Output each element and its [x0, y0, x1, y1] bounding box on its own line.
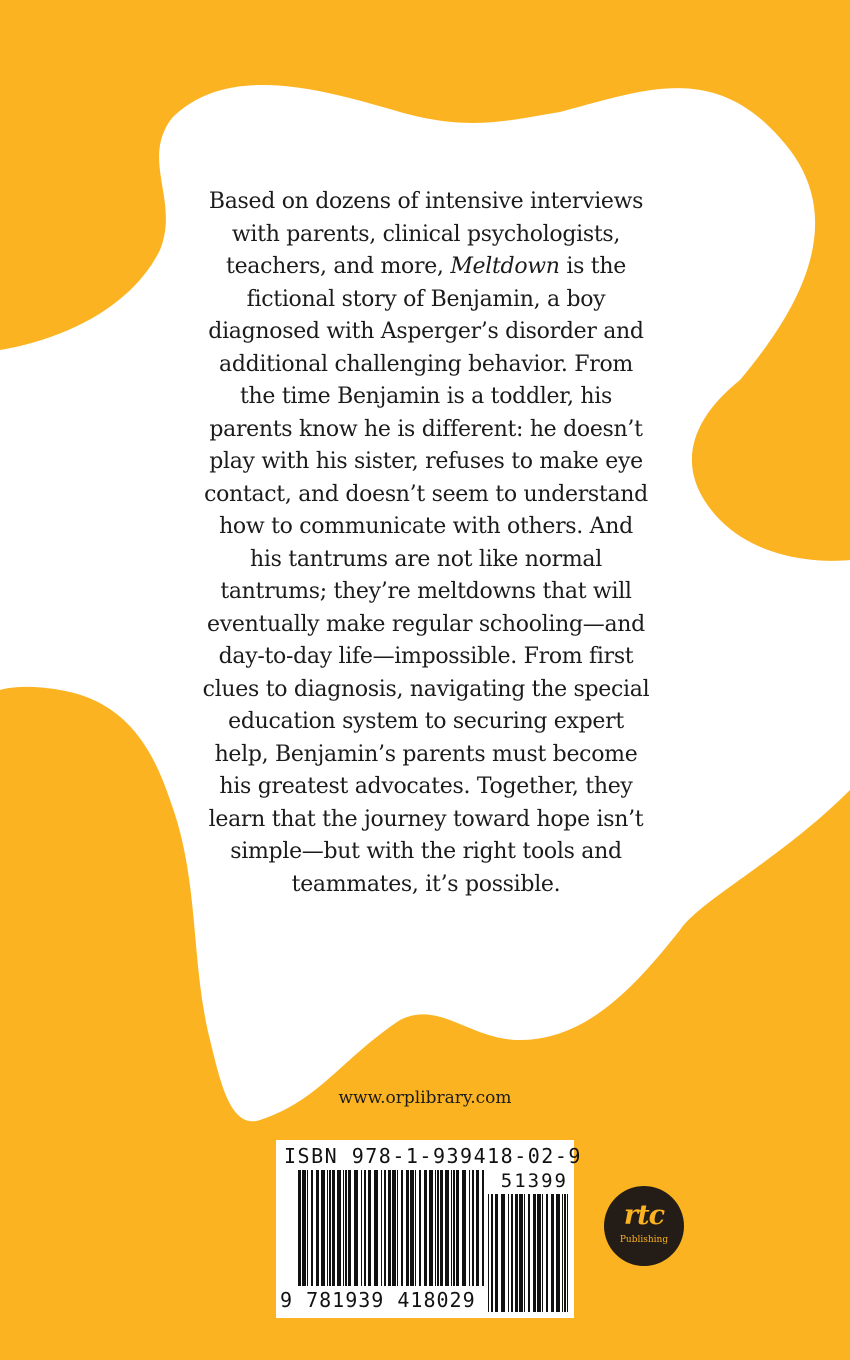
description-body: is the fictional story of Benjamin, a boy diagnosed with Asperger’s disorder and additional challenging behavior. From the time Benjamin is a toddler, his parents know he is different: he doesn’t play with his sister, refuses to make eye contact, and doesn’t seem to understand how to communicate with others. And his tantrums are not like normal tantrums; they’re meltdowns that will eventually make regular schooling—and day-to-day life—impossible. From first clues to diagnosis, navigating the special education system to securing expert help, Benjamin’s parents must become his greatest advocates. Together, they learn that the journey toward hope isn’t simple—but with the right tools and teammates, it’s possible. [202, 254, 650, 897]
ean-number: 9 781939 418029 [280, 1288, 476, 1312]
publisher-logo [604, 1186, 684, 1266]
isbn-text: ISBN 978-1-939418-02-9 [284, 1144, 582, 1168]
description-intro: Based on dozens of intensive interviews with parents, clinical psychologists, teachers, and more, [208, 189, 644, 279]
book-title: Meltdown [450, 254, 560, 279]
isbn-barcode [276, 1140, 582, 1318]
price-code: 51399 [500, 1170, 568, 1192]
logo-publisher-name: Publishing [619, 1235, 669, 1245]
website-link[interactable]: www.orplibrary.com [338, 1088, 512, 1108]
logo-mark: rtc [623, 1200, 665, 1231]
book-description [200, 186, 652, 901]
